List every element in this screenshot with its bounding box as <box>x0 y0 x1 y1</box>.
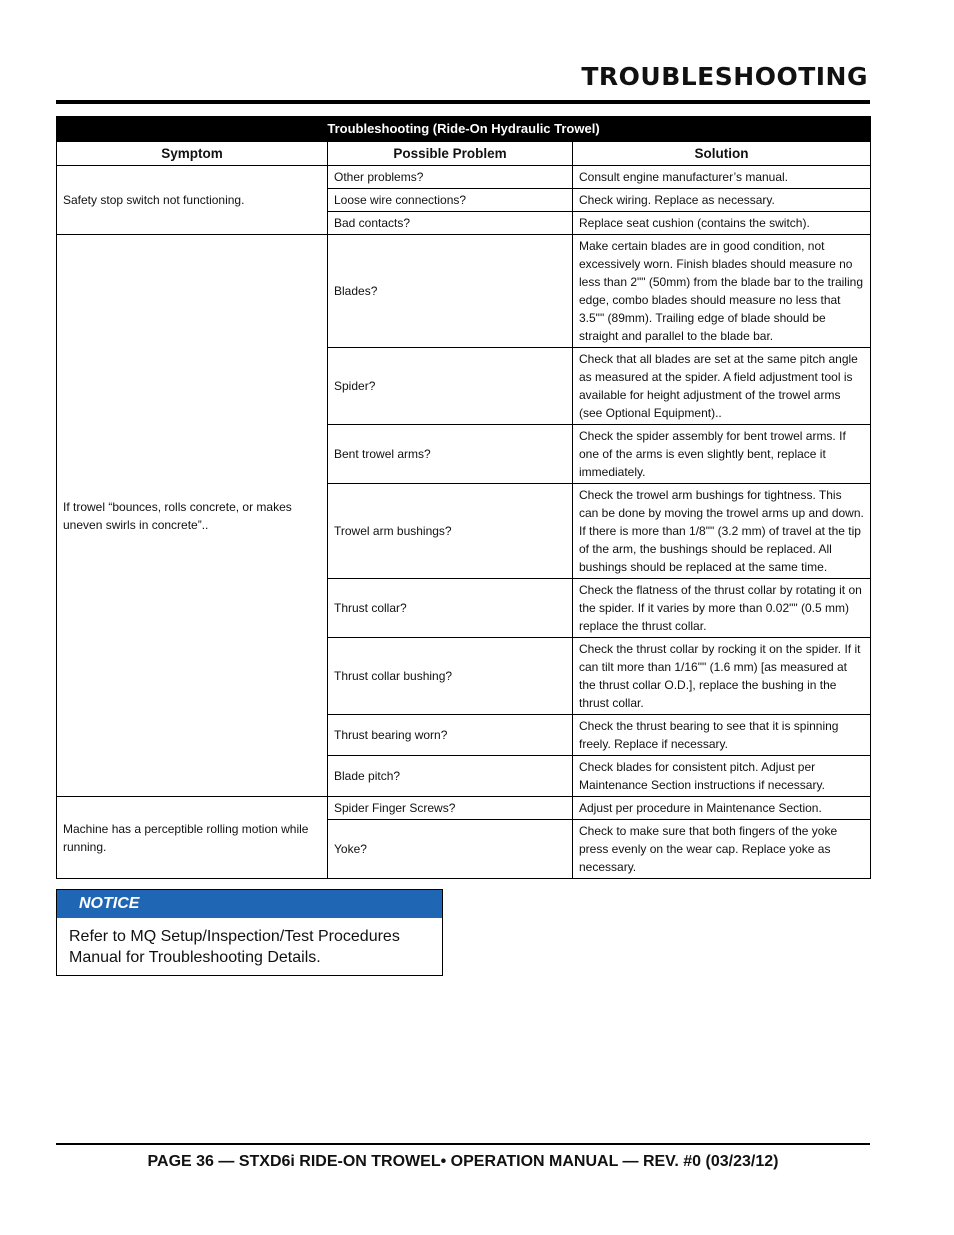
solution-cell: Check wiring. Replace as necessary. <box>573 189 871 212</box>
problem-cell: Trowel arm bushings? <box>328 484 573 579</box>
solution-cell: Check to make sure that both fingers of the yoke press evenly on the wear cap. Replace yoke as necessary. <box>573 820 871 879</box>
page-title: TROUBLESHOOTING <box>581 62 868 91</box>
solution-cell: Check the flatness of the thrust collar by rotating it on the spider. If it varies by more than 0.02"" (0.5 mm) replace the thrust collar. <box>573 579 871 638</box>
column-header-problem: Possible Problem <box>328 142 573 166</box>
problem-cell: Bent trowel arms? <box>328 425 573 484</box>
solution-cell: Check the thrust bearing to see that it is spinning freely. Replace if necessary. <box>573 715 871 756</box>
column-header-symptom: Symptom <box>57 142 328 166</box>
solution-cell: Consult engine manufacturer’s manual. <box>573 166 871 189</box>
solution-cell: Adjust per procedure in Maintenance Section. <box>573 797 871 820</box>
solution-cell: Replace seat cushion (contains the switch). <box>573 212 871 235</box>
problem-cell: Yoke? <box>328 820 573 879</box>
table-row <box>57 235 871 348</box>
solution-cell: Make certain blades are in good condition, not excessively worn. Finish blades should measure no less than 2"" (50mm) from the blade bar to the trailing edge, combo blades should measure no less that 3.5"" (89mm). Trailing edge of blade should be straight and parallel to the blade bar. <box>573 235 871 348</box>
solution-cell: Check the trowel arm bushings for tightness. This can be done by moving the trowel arms up and down. If there is more than 1/8"" (3.2 mm) of travel at the tip of the arm, the bushings should be replaced. All bushings should be replaced at the same time. <box>573 484 871 579</box>
notice-heading: NOTICE <box>57 890 442 918</box>
solution-cell: Check blades for consistent pitch. Adjust per Maintenance Section instructions if necessary. <box>573 756 871 797</box>
solution-cell: Check that all blades are set at the same pitch angle as measured at the spider. A field adjustment tool is available for height adjustment of the trowel arms (see Optional Equipment).. <box>573 348 871 425</box>
symptom-cell: Safety stop switch not functioning. <box>57 166 328 235</box>
problem-cell: Blades? <box>328 235 573 348</box>
notice-text: Refer to MQ Setup/Inspection/Test Procedures Manual for Troubleshooting Details. <box>69 928 400 966</box>
table-row <box>57 166 871 189</box>
problem-cell: Spider? <box>328 348 573 425</box>
problem-cell: Thrust collar? <box>328 579 573 638</box>
solution-cell: Check the spider assembly for bent trowel arms. If one of the arms is even slightly bent, replace it immediately. <box>573 425 871 484</box>
solution-cell: Check the thrust collar by rocking it on the spider. If it can tilt more than 1/16"" (1.6 mm) [as measured at the thrust collar O.D.], replace the bushing in the thrust collar. <box>573 638 871 715</box>
problem-cell: Thrust bearing worn? <box>328 715 573 756</box>
table-caption: Troubleshooting (Ride-On Hydraulic Trowel) <box>57 117 871 142</box>
column-header-solution: Solution <box>573 142 871 166</box>
header-rule <box>56 100 870 104</box>
footer-rule <box>56 1143 870 1145</box>
problem-cell: Blade pitch? <box>328 756 573 797</box>
page-footer: PAGE 36 — STXD6i RIDE-ON TROWEL• OPERATION MANUAL — REV. #0 (03/23/12) <box>147 1153 779 1170</box>
problem-cell: Spider Finger Screws? <box>328 797 573 820</box>
symptom-cell: Machine has a perceptible rolling motion while running. <box>57 797 328 879</box>
table-row <box>57 797 871 820</box>
problem-cell: Loose wire connections? <box>328 189 573 212</box>
symptom-cell: If trowel “bounces, rolls concrete, or makes uneven swirls in concrete”.. <box>57 235 328 797</box>
problem-cell: Bad contacts? <box>328 212 573 235</box>
troubleshooting-table <box>56 116 871 879</box>
notice-box <box>56 889 443 976</box>
problem-cell: Thrust collar bushing? <box>328 638 573 715</box>
problem-cell: Other problems? <box>328 166 573 189</box>
